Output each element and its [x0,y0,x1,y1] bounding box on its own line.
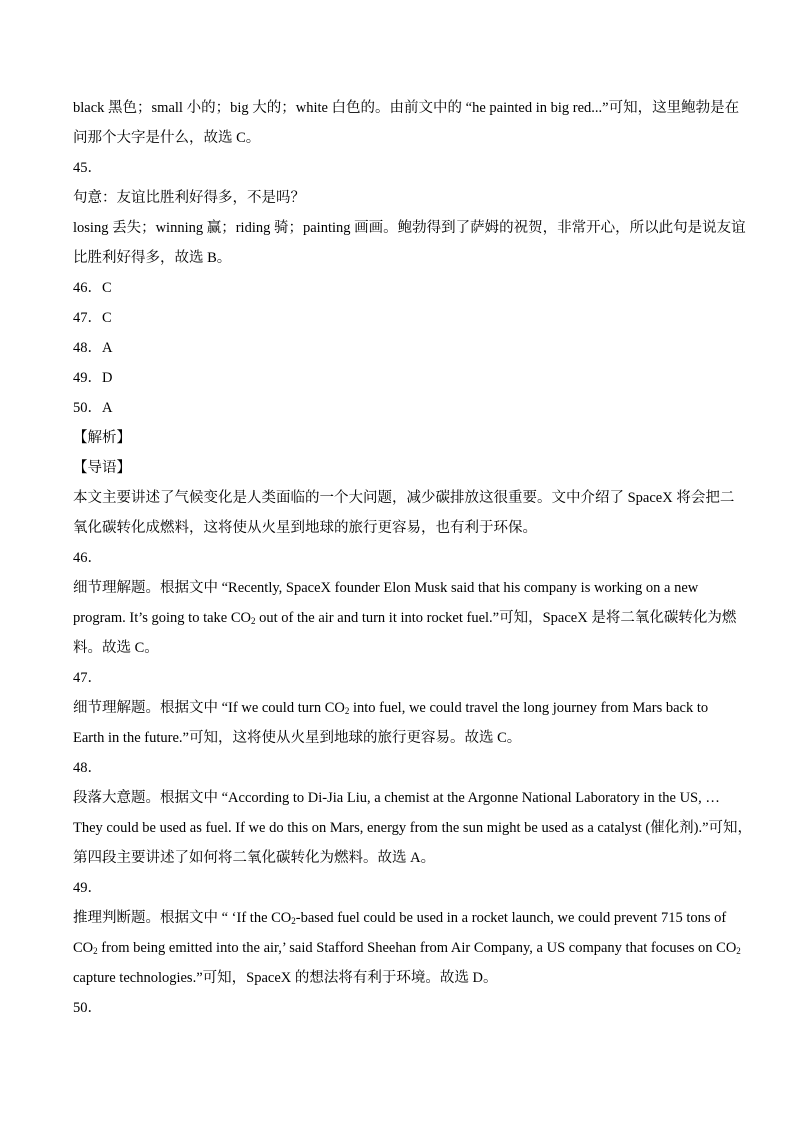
text-segment: 细节理解题。根据文中 “If we could turn CO [73,700,345,716]
answer-line: 49．D [73,370,113,386]
answer-line: 46．C [73,280,112,296]
answer-line: 50．A [73,400,113,416]
text-line: 本文主要讲述了气候变化是人类面临的一个大问题，减少碳排放这很重要。文中介绍了 SpaceX 将会把二 [73,490,735,506]
text-line: losing 丢失；winning 赢；riding 骑；painting 画画。鲍勃得到了萨姆的祝贺，非常开心，所以此句是说友谊 [73,220,746,236]
text-line [73,693,733,723]
question-number: 46． [73,550,102,566]
subscript: 2 [344,706,350,716]
subscript: 2 [251,616,256,626]
section-heading: 【解析】 [73,430,131,446]
text-segment: -based fuel could be used in a rocket launch, we could prevent 715 tons of [295,910,727,926]
text-line: 段落大意题。根据文中 “According to Di-Jia Liu, a chemist at the Argonne National Laboratory in the US, … [73,790,720,806]
question-number: 45． [73,160,102,176]
text-line: 句意：友谊比胜利好得多，不是吗？ [73,190,305,206]
text-line: capture technologies.”可知，SpaceX 的想法将有利于环境。故选 D。 [73,970,498,986]
text-line: 细节理解题。根据文中 “Recently, SpaceX founder Elon Musk said that his company is working on a new [73,580,699,596]
text-segment: into fuel, we could travel the long journey from Mars back to [349,700,709,716]
text-line: black 黑色；small 小的；big 大的；white 白色的。由前文中的 “he painted in big red...”可知，这里鲍勃是在 [73,100,740,116]
section-heading: 【导语】 [73,460,131,476]
text-segment: 推理判断题。根据文中 “ ‘If the CO [73,910,292,926]
document-page [73,93,753,1023]
question-number: 50． [73,1000,102,1016]
text-segment: out of the air and turn it into rocket fuel.”可知，SpaceX 是将二氧化碳转化为燃 [255,610,737,626]
answer-line: 47．C [73,310,112,326]
text-line: 问那个大字是什么，故选 C。 [73,130,261,146]
text-line: 第四段主要讲述了如何将二氧化碳转化为燃料。故选 A。 [73,850,436,866]
text-line [73,903,733,933]
text-line: 比胜利好得多，故选 B。 [73,250,232,266]
question-number: 47． [73,670,102,686]
text-line: Earth in the future.”可知，这将使从火星到地球的旅行更容易。故选 C。 [73,730,522,746]
question-number: 48． [73,760,102,776]
text-line: They could be used as fuel. If we do this on Mars, energy from the sun might be used as a catalyst (催化剂).”可知， [73,820,753,836]
text-segment: program. It’s going to take CO [73,610,252,626]
text-line [73,603,737,633]
answer-line: 48．A [73,340,113,356]
subscript: 2 [93,946,98,956]
question-number: 49． [73,880,102,896]
text-segment: from being emitted into the air,’ said Stafford Sheehan from Air Company, a US company that focuses on CO [97,940,737,956]
subscript: 2 [291,916,296,926]
text-segment: CO [73,940,94,956]
text-line: 氧化碳转化成燃料，这将使从火星到地球的旅行更容易，也有利于环保。 [73,520,537,536]
text-line: 料。故选 C。 [73,640,159,656]
subscript: 2 [736,946,741,956]
text-line [73,933,741,963]
